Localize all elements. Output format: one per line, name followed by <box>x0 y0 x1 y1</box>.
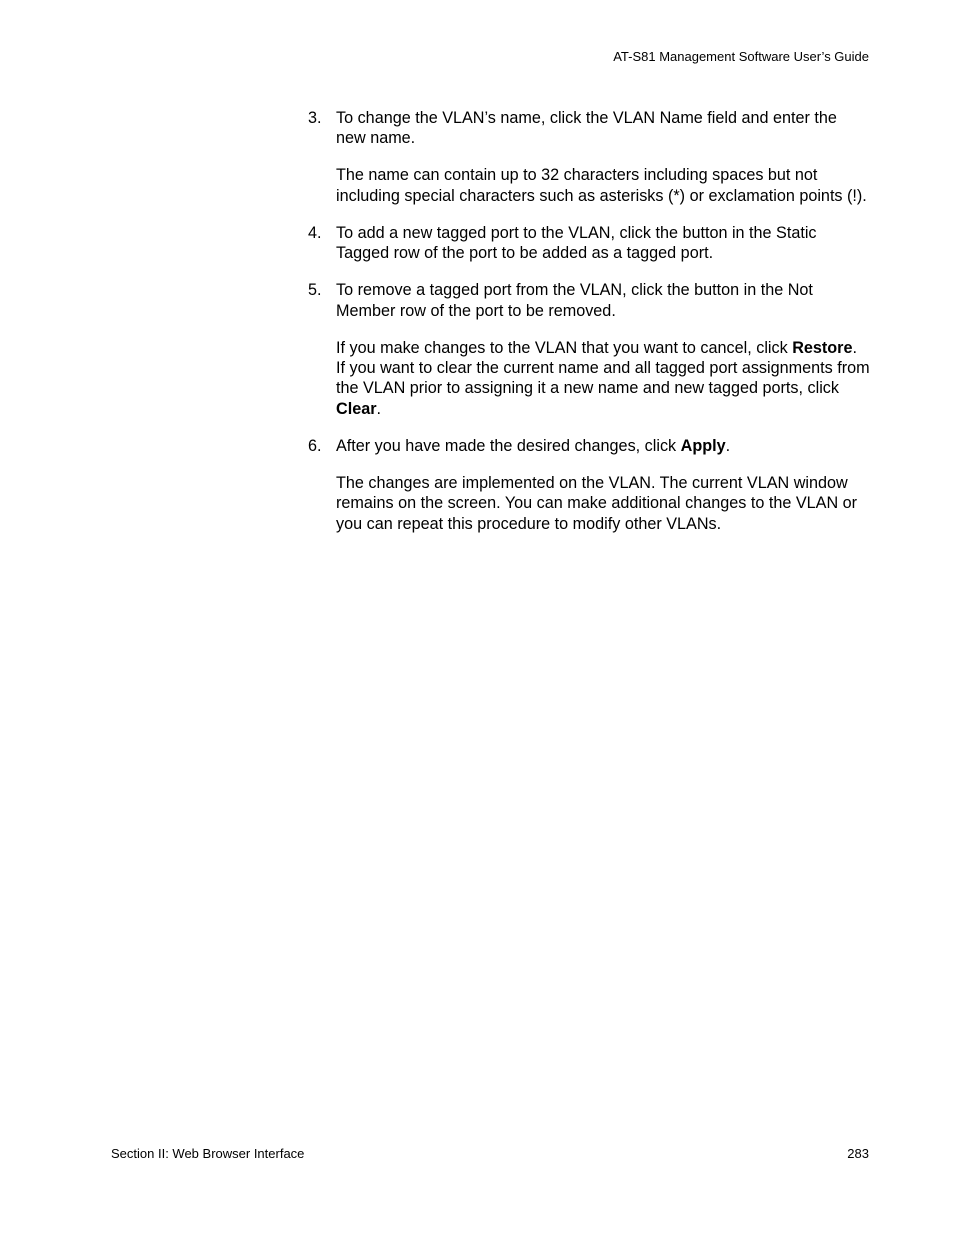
note-text: . If you want to clear the current name and all tagged port assignments from the VLAN prior to assigning it a new name and new tagged ports, click <box>336 338 870 398</box>
step-number: 5. <box>308 281 322 300</box>
name-length-note: The name can contain up to 32 characters including spaces but not including special characters such as asterisks (*) or exclamation points (!). <box>336 166 867 205</box>
restore-term: Restore <box>792 338 853 357</box>
restore-clear-note <box>336 338 870 420</box>
clear-term: Clear <box>336 399 377 418</box>
step-6 <box>308 436 870 456</box>
step-text: . <box>725 436 731 455</box>
document-body <box>308 108 870 551</box>
step-text: To change the VLAN’s name, click the VLAN Name field and enter the new name. <box>336 109 837 148</box>
step-number: 4. <box>308 223 322 242</box>
step-number: 3. <box>308 109 322 127</box>
step-3 <box>308 108 870 149</box>
page-number: 283 <box>847 1146 869 1161</box>
note-text: . <box>376 399 381 418</box>
changes-implemented-note: The changes are implemented on the VLAN. The current VLAN window remains on the screen. You can make additional changes to the VLAN or you can repeat this procedure to modify other VLANs. <box>336 473 858 533</box>
note-text: If you make changes to the VLAN that you want to cancel, click <box>336 338 793 357</box>
running-header: AT-S81 Management Software User’s Guide <box>613 49 869 64</box>
step-number: 6. <box>308 436 322 455</box>
footer-section-title: Section II: Web Browser Interface <box>111 1146 305 1161</box>
step-4 <box>308 223 870 264</box>
step-text: After you have made the desired changes, click <box>336 436 681 455</box>
step-text: To add a new tagged port to the VLAN, click the button in the Static Tagged row of the port to be added as a tagged port. <box>336 223 817 263</box>
apply-term: Apply <box>680 436 726 455</box>
step-5 <box>308 280 870 321</box>
step-text: To remove a tagged port from the VLAN, click the button in the Not Member row of the port to be removed. <box>336 281 813 320</box>
